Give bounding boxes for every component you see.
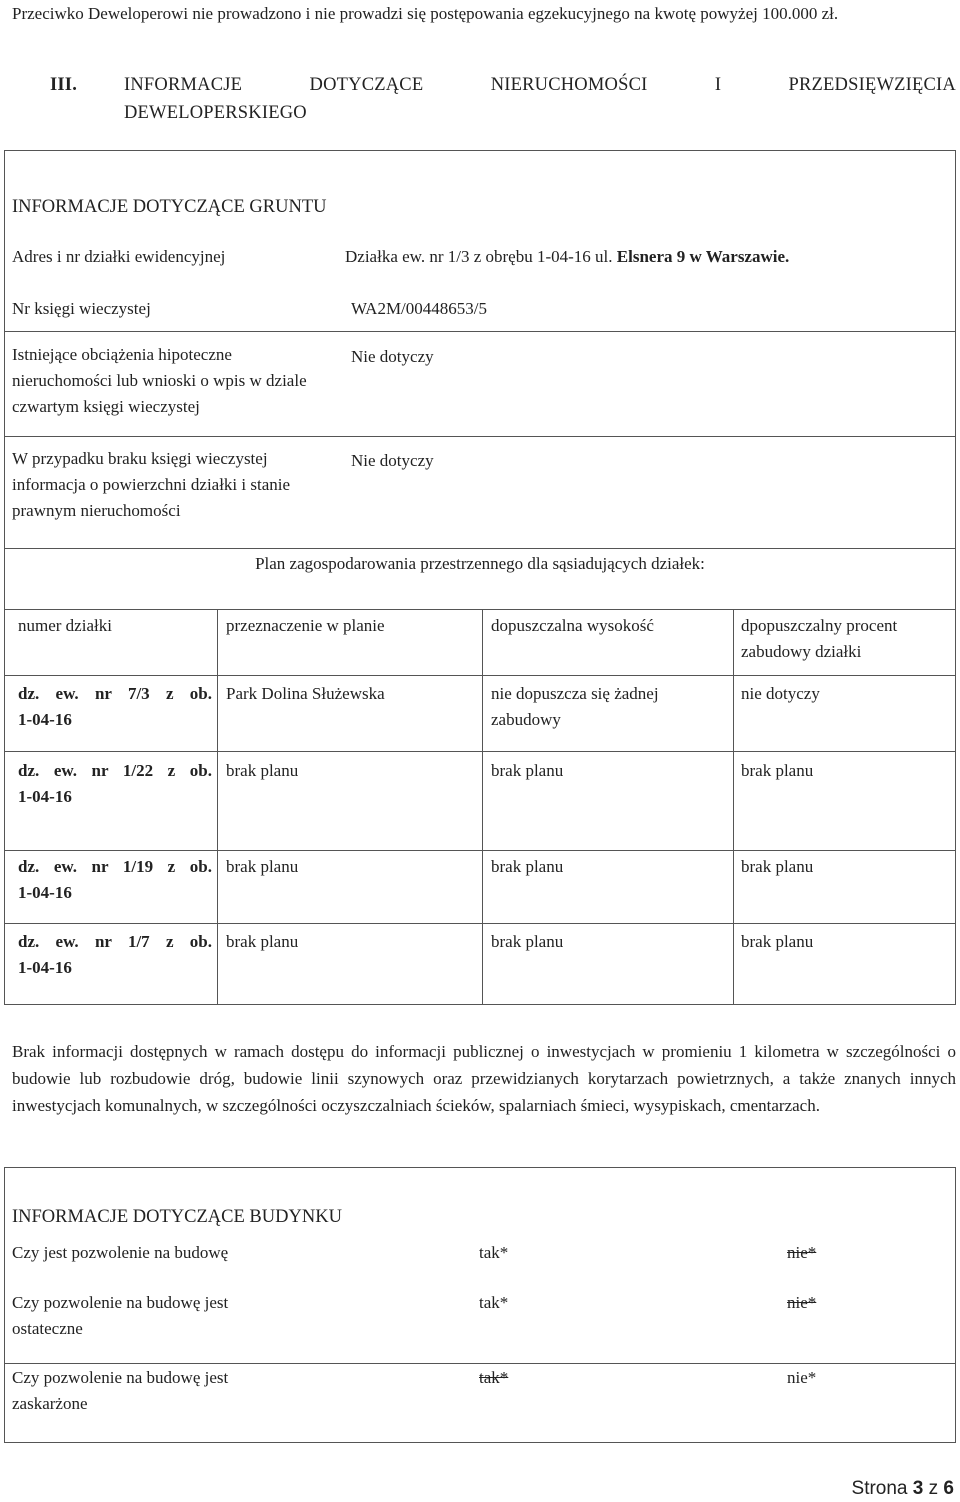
section-title-word: INFORMACJE [124,75,243,95]
plan-row-parcel [18,929,212,981]
table-border [955,150,956,610]
column-header: dpopuszczalny procent zabudowy działki [741,616,898,661]
table-border [4,548,956,549]
budynek-heading: INFORMACJE DOTYCZĄCE BUDYNKU [12,1207,342,1227]
table-border [955,1167,956,1443]
row-divider [4,751,956,752]
plan-cell: brak planu [741,857,814,876]
plan-cell: brak planu [741,761,814,780]
plan-cell: Park Dolina Służewska [226,684,385,703]
plan-heading: Plan zagospodarowania przestrzennego dla sąsiadujących działek: [255,554,705,573]
answer-nie: nie* [787,1243,817,1262]
plan-cell: nie dopuszcza się żadnej zabudowy [491,684,659,729]
parcel-line2: 1-04-16 [18,710,72,729]
investments-paragraph: Brak informacji dostępnych w ramach dostępu do informacji publicznej o inwestycjach w promieniu 1 kilometra w szczególności o budowie lub rozbudowie dróg, budowie linii szynowych oraz przewidzianych korytarzach powietrznych, a także znanych innych inwestycjach komunalnych, w szczególności oczyszczalniach ścieków, spalarniach śmieci, wysypiskach, cmentarzach. [12,1042,956,1115]
column-header: numer działki [18,616,112,635]
plan-row-parcel [18,854,212,906]
parcel-line2: 1-04-16 [18,958,72,977]
section-title-word: DOTYCZĄCE [309,75,424,95]
footer-sep: z [928,1478,939,1499]
section-title-word: I [714,75,722,95]
parcel-line2: 1-04-16 [18,883,72,902]
grunt-value: Nie dotyczy [351,347,434,366]
table-border [4,1004,956,1005]
plan-cell: brak planu [491,857,564,876]
parcel-line2: 1-04-16 [18,787,72,806]
row-divider [4,923,956,924]
parcel-line1: dz. ew. nr 1/7 z ob. [18,932,212,951]
table-border [4,150,5,610]
page-footer [852,1476,954,1502]
section-title-word: PRZEDSIĘWZIĘCIA [788,75,956,95]
parcel-line1: dz. ew. nr 1/22 z ob. [18,761,212,780]
parcel-line1: dz. ew. nr 7/3 z ob. [18,684,212,703]
row-divider [4,331,956,332]
table-border [4,1442,956,1443]
footer-total: 6 [943,1478,954,1499]
plan-cell: brak planu [491,932,564,951]
answer-tak: tak* [479,1293,509,1312]
footer-prefix: Strona [851,1478,908,1499]
kw-number: WA2M/00448653/5 [351,299,487,318]
section-title-line1 [124,72,956,98]
table-border [4,609,956,610]
footer-page: 3 [912,1478,924,1499]
section-title-word: NIERUCHOMOŚCI [490,75,648,95]
plan-row-parcel [18,681,212,733]
row-divider [4,436,956,437]
plan-cell: brak planu [226,857,299,876]
grunt-value [345,244,955,270]
budynek-question: Czy pozwolenie na budowę jest zaskarżone [12,1368,229,1413]
column-divider [217,609,218,1005]
column-divider [733,609,734,1005]
plan-cell: nie dotyczy [741,684,820,703]
address-value: Działka ew. nr 1/3 z obrębu 1-04-16 ul. [345,247,613,266]
row-divider [4,850,956,851]
answer-tak: tak* [479,1368,509,1387]
grunt-heading: INFORMACJE DOTYCZĄCE GRUNTU [12,197,327,217]
column-header: dopuszczalna wysokość [491,616,654,635]
table-border [4,609,5,1005]
column-divider [482,609,483,1005]
row-divider [4,1363,956,1364]
grunt-label: Nr księgi wieczystej [12,299,151,318]
plan-cell: brak planu [741,932,814,951]
plan-cell: brak planu [226,761,299,780]
budynek-question: Czy jest pozwolenie na budowę [12,1243,229,1262]
plan-cell: brak planu [226,932,299,951]
table-border [4,1167,956,1168]
parcel-line1: dz. ew. nr 1/19 z ob. [18,857,212,876]
budynek-question: Czy pozwolenie na budowę jest ostateczne [12,1293,229,1338]
answer-nie: nie* [787,1293,817,1312]
grunt-label: W przypadku braku księgi wieczystej informacja o powierzchni działki i stanie prawnym nieruchomości [12,449,291,520]
answer-nie: nie* [787,1368,817,1387]
answer-tak: tak* [479,1243,509,1262]
row-divider [4,675,956,676]
intro-paragraph: Przeciwko Deweloperowi nie prowadzono i nie prowadzi się postępowania egzekucyjnego na kwotę powyżej 100.000 zł. [12,4,839,23]
grunt-value: Nie dotyczy [351,451,434,470]
plan-row-parcel [18,758,212,810]
table-border [955,609,956,1005]
address-value-bold: Elsnera 9 w Warszawie. [616,247,790,266]
grunt-label: Adres i nr działki ewidencyjnej [12,247,226,266]
table-border [4,150,956,151]
table-border [4,1167,5,1443]
plan-cell: brak planu [491,761,564,780]
section-number: III. [50,75,78,95]
section-title-line2: DEWELOPERSKIEGO [124,103,307,123]
grunt-label: Istniejące obciążenia hipoteczne nieruchomości lub wnioski o wpis w dziale czwartym księgi wieczystej [12,345,307,416]
column-header: przeznaczenie w planie [226,616,385,635]
